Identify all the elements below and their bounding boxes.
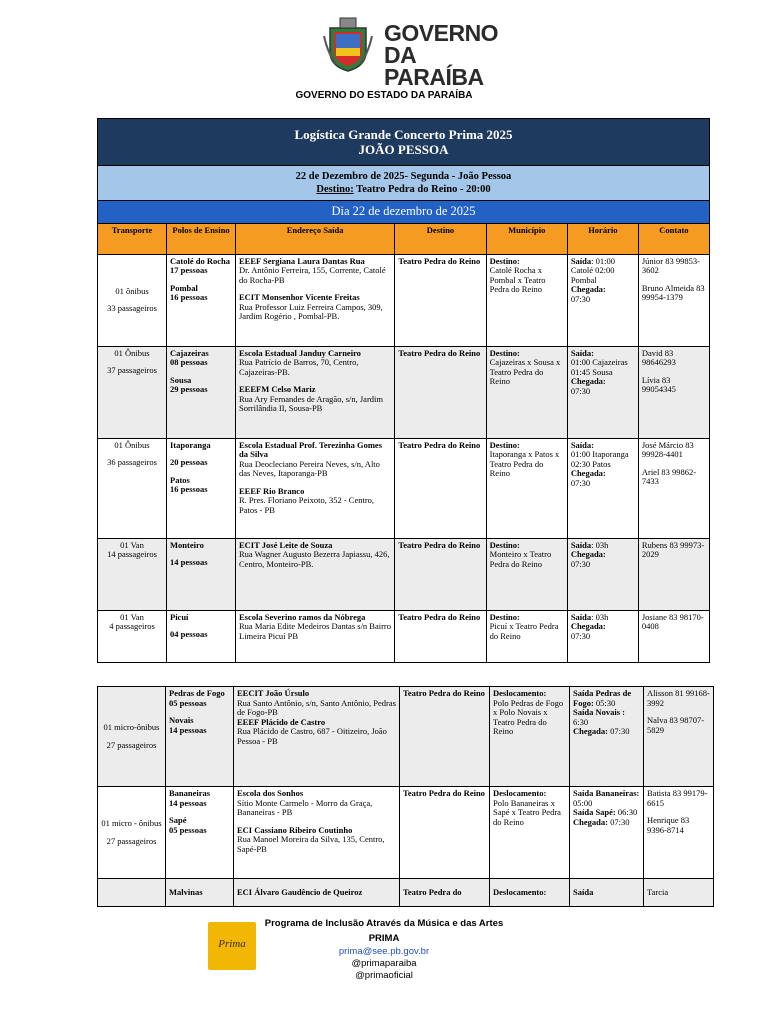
address-cell: [234, 787, 400, 879]
transport-type: 01 Ônibus: [114, 439, 150, 450]
polo-people: 14 pessoas: [170, 557, 208, 567]
logo-text-governo: GOVERNO: [384, 20, 499, 46]
col-endereco: Endereço Saída: [236, 223, 395, 254]
municipality-route: Polo Bananeiras x Sapé x Teatro Pedra do Reino: [493, 797, 561, 827]
contact-entry: Tarcia: [647, 886, 669, 897]
destination-cell: Teatro Pedra do Reino: [395, 254, 486, 346]
departure-time: : 03h: [591, 611, 609, 622]
footer-instagram-1[interactable]: @primaparaiba: [351, 958, 417, 969]
passenger-count: 33 passageiros: [107, 303, 157, 313]
footer-program: Programa de Inclusão Através da Música e das Artes: [264, 918, 504, 929]
contact-entry: José Márcio 83 99928-4401: [641, 439, 694, 459]
schedule-cell: [570, 879, 644, 907]
polo-people: 04 pessoas: [170, 629, 208, 639]
polo-cell: [166, 787, 234, 879]
contact-entry: Nalva 83 98707-5829: [647, 715, 705, 735]
school-address: Dr. Antônio Ferreira, 155, Corrente, Catolé do Rocha-PB: [239, 265, 386, 285]
school-name: ECIT José Leite de Souza: [239, 539, 333, 550]
coat-of-arms-icon: [322, 14, 374, 72]
polo-people: 14 pessoas: [169, 797, 207, 808]
passenger-count: 36 passageiros: [107, 457, 157, 467]
polo-name: Picuí: [170, 611, 189, 622]
transport-cell: [98, 346, 167, 438]
col-polos: Polos de Ensino: [167, 223, 236, 254]
contact-entry: Lívia 83 99054345: [641, 374, 676, 394]
departure-time: 01:00 Itaporanga 02:30 Patos: [570, 449, 629, 469]
transport-cell: [98, 687, 166, 787]
polo-cell: [167, 610, 236, 662]
municipality-label: Destino:: [489, 611, 520, 622]
contact-cell: [638, 254, 709, 346]
arrival-label: Chegada:: [573, 726, 608, 736]
municipality-label: Destino:: [489, 347, 520, 358]
destination-cell: Teatro Pedra do Reino: [395, 538, 486, 610]
polo-people: 08 pessoas: [170, 357, 208, 367]
transport-type: 01 Van: [120, 611, 144, 622]
table-row: [98, 879, 714, 907]
table-row: [98, 438, 710, 538]
departure-label: Saída Sapé:: [573, 807, 616, 817]
departure-time: 6:30: [573, 716, 589, 727]
departure-time: 01:00 Cajazeiras 01:45 Sousa: [570, 357, 628, 377]
schedule-cell: [567, 538, 638, 610]
logistics-table: [97, 118, 710, 663]
departure-label: Saída: [573, 886, 594, 897]
polo-cell: [167, 346, 236, 438]
polo-people: 05 pessoas: [169, 697, 207, 708]
arrival-time: 07:30: [570, 385, 591, 396]
departure-label: Saída Novais :: [573, 707, 625, 717]
transport-type: 01 Van: [120, 539, 144, 550]
school-address: R. Pres. Floriano Peixoto, 352 - Centro, Patos - PB: [239, 495, 375, 515]
transport-type: 01 micro-ônibus: [103, 722, 160, 732]
school-address: Sítio Monte Carmelo - Morro da Graça, Bananeiras - PB: [237, 797, 373, 817]
table-title: [98, 119, 710, 166]
contact-entry: Henrique 83 9396-8714: [647, 815, 690, 835]
table-row: [98, 254, 710, 346]
col-municipio: Município: [486, 223, 567, 254]
title-line-2: JOÃO PESSOA: [358, 142, 449, 157]
polo-name: Malvinas: [169, 886, 203, 897]
polo-name: Sapé: [169, 815, 187, 825]
contact-entry: Bruno Almeida 83 99954-1379: [641, 282, 705, 302]
school-name: Escola dos Sonhos: [237, 788, 304, 798]
polo-name: Monteiro: [170, 539, 204, 550]
school-name: Escola Estadual Prof. Terezinha Gomes da Silva: [239, 439, 383, 459]
destination-value: Teatro Pedra do Reino - 20:00: [353, 184, 491, 195]
school-address: Rua Ary Fernandes de Aragão, s/n, Jardim Sorrilândia II, Sousa-PB: [239, 393, 383, 413]
municipality-cell: [490, 879, 570, 907]
polo-people: 20 pessoas: [170, 457, 208, 467]
governo-logo: [322, 14, 512, 90]
arrival-label: Chegada:: [570, 468, 606, 478]
departure-time: : 01:00 Catolé 02:00 Pombal: [570, 255, 615, 285]
arrival-time: 07:30: [570, 293, 591, 304]
contact-entry: David 83 98646293: [641, 347, 676, 367]
polo-name: Novais: [169, 715, 194, 725]
day-banner: Dia 22 de dezembro de 2025: [98, 201, 710, 224]
municipality-cell: [486, 346, 567, 438]
school-name: EEEFM Celso Mariz: [239, 384, 316, 394]
column-header-row: [98, 223, 710, 254]
polo-people: 29 pessoas: [170, 384, 208, 394]
contact-cell: [644, 787, 714, 879]
polo-cell: [166, 687, 234, 787]
polo-name: Pombal: [170, 282, 198, 293]
municipality-label: Deslocamento:: [493, 688, 547, 698]
destination-cell: Teatro Pedra do Reino: [395, 438, 486, 538]
table-row: [98, 610, 710, 662]
transport-cell: [98, 787, 166, 879]
departure-label: Saída Pedras de Fogo:: [573, 688, 632, 708]
polo-name: Sousa: [170, 374, 192, 385]
table-row: [98, 787, 714, 879]
transport-cell: [98, 879, 166, 907]
transport-cell: [98, 610, 167, 662]
municipality-label: Deslocamento:: [493, 788, 547, 798]
polo-cell: [167, 254, 236, 346]
departure-label: Saída: [570, 539, 592, 550]
municipality-route: Catolé Rocha x Pombal x Teatro Pedra do Reino: [489, 265, 546, 294]
contact-entry: Júnior 83 99853-3602: [641, 255, 700, 275]
arrival-label: Chegada:: [573, 816, 608, 827]
address-cell: [236, 610, 395, 662]
arrival-label: Chegada:: [570, 376, 606, 386]
arrival-time: 07:30: [607, 726, 630, 736]
school-address: Rua Wagner Augusto Bezerra Japiassu, 426, Centro, Monteiro-PB.: [239, 549, 390, 569]
school-address: Rua Deocleciano Pereira Neves, s/n, Alto das Neves, Itaporanga-PB: [239, 458, 380, 478]
prima-logo-text: Prima: [218, 938, 246, 950]
transport-type: 01 micro - ônibus: [101, 818, 162, 828]
address-cell: [236, 538, 395, 610]
arrival-label: Chegada:: [570, 284, 606, 294]
polo-name: Itaporanga: [170, 439, 211, 450]
contact-cell: [638, 538, 709, 610]
col-destino: Destino: [395, 223, 486, 254]
subtitle-date: 22 de Dezembro de 2025- Segunda - João Pessoa: [295, 171, 512, 182]
col-horario: Horário: [567, 223, 638, 254]
polo-name: Pedras de Fogo: [169, 688, 225, 698]
passenger-count: 37 passageiros: [107, 365, 157, 375]
departure-label: Saída: [570, 611, 592, 622]
contact-entry: Alisson 81 99168-3992: [647, 688, 710, 708]
footer-email-link[interactable]: prima@see.pb.gov.br: [338, 946, 430, 957]
col-contato: Contato: [638, 223, 709, 254]
school-name: ECI Álvaro Gaudêncio de Queiroz: [237, 886, 363, 897]
departure-label: Saída Bananeiras:: [573, 788, 640, 798]
school-address: Rua Patrício de Barros, 70, Centro, Cajazeiras-PB.: [239, 357, 359, 377]
schedule-cell: [567, 346, 638, 438]
arrival-time: 07:30: [570, 477, 591, 488]
title-line-1: Logística Grande Concerto Prima 2025: [294, 127, 513, 142]
departure-time: 05:00: [573, 797, 593, 808]
contact-cell: [644, 879, 714, 907]
school-name: EEEF Sergiana Laura Dantas Rua: [239, 255, 365, 266]
school-name: Escola Severino ramos da Nóbrega: [239, 611, 366, 622]
school-address: Rua Professor Luiz Ferreira Campos, 309, Jardim Rogério , Pombal-PB.: [239, 301, 383, 321]
polo-people: 17 pessoas: [170, 265, 208, 275]
logistics-table-continued: [97, 686, 714, 907]
destination-cell: Teatro Pedra do Reino: [400, 687, 490, 787]
contact-cell: [644, 687, 714, 787]
school-address: Rua Plácido de Castro, 687 - Oitizeiro, João Pessoa - PB: [237, 726, 387, 746]
schedule-cell: [567, 438, 638, 538]
address-cell: [234, 879, 400, 907]
table-row: [98, 538, 710, 610]
destination-cell: Teatro Pedra do: [400, 879, 490, 907]
table-row: [98, 346, 710, 438]
schedule-cell: [570, 787, 644, 879]
destination-cell: Teatro Pedra do Reino: [395, 346, 486, 438]
departure-label: Saída:: [570, 347, 594, 358]
polo-name: Patos: [170, 474, 190, 485]
contact-cell: [638, 438, 709, 538]
destination-cell: Teatro Pedra do Reino: [395, 610, 486, 662]
school-name: ECI Cassiano Ribeiro Coutinho: [237, 824, 353, 835]
address-cell: [236, 438, 395, 538]
contact-entry: Josiane 83 98170-0408: [641, 611, 704, 631]
polo-people: 05 pessoas: [169, 824, 207, 835]
transport-cell: [98, 538, 167, 610]
transport-type: 01 ônibus: [115, 285, 149, 296]
municipality-route: Picuí x Teatro Pedra do Reino: [489, 621, 559, 641]
schedule-cell: [570, 687, 644, 787]
municipality-cell: [486, 610, 567, 662]
polo-cell: [167, 538, 236, 610]
address-cell: [236, 346, 395, 438]
polo-name: Bananeiras: [169, 788, 211, 798]
contact-cell: [638, 346, 709, 438]
municipality-route: Cajazeiras x Sousa x Teatro Pedra do Reino: [489, 357, 561, 386]
table-row: [98, 687, 714, 787]
contact-cell: [638, 610, 709, 662]
passenger-count: 27 passageiros: [106, 739, 157, 750]
municipality-cell: [490, 787, 570, 879]
school-address: Rua Manoel Moreira da Silva, 135, Centro, Sapé-PB: [237, 834, 385, 854]
address-cell: [236, 254, 395, 346]
arrival-time: 07:30: [570, 630, 591, 641]
destination-cell: Teatro Pedra do Reino: [400, 787, 490, 879]
schedule-cell: [567, 254, 638, 346]
municipality-route: Monteiro x Teatro Pedra do Reino: [489, 549, 552, 569]
departure-label: Saída: [570, 255, 592, 266]
municipality-label: Destino:: [489, 539, 520, 550]
polo-name: Catolé do Rocha: [170, 255, 230, 266]
schedule-cell: [567, 610, 638, 662]
passenger-count: 27 passageiros: [106, 835, 157, 846]
transport-cell: [98, 254, 167, 346]
departure-label: Saída:: [570, 439, 594, 450]
municipality-label: Deslocamento:: [493, 886, 547, 897]
contact-entry: Batista 83 99179-6615: [647, 788, 708, 808]
polo-name: Cajazeiras: [170, 347, 209, 358]
school-address: Rua Maria Edite Medeiros Dantas s/n Bairro Limeira Picuí PB: [239, 621, 392, 641]
arrival-time: 07:30: [607, 816, 630, 827]
state-heading: GOVERNO DO ESTADO DA PARAÍBA: [295, 90, 473, 101]
arrival-label: Chegada:: [570, 621, 606, 631]
municipality-cell: [486, 254, 567, 346]
school-name: EEEF Plácido de Castro: [237, 716, 326, 727]
municipality-cell: [486, 538, 567, 610]
municipality-route: Itaporanga x Patos x Teatro Pedra do Reino: [489, 449, 560, 478]
footer-instagram-2[interactable]: @primaoficial: [355, 970, 413, 981]
arrival-time: 07:30: [570, 558, 591, 569]
col-transporte: Transporte: [98, 223, 167, 254]
polo-cell: [167, 438, 236, 538]
subtitle-destination: [101, 183, 706, 196]
table-subtitle: [98, 166, 710, 201]
polo-people: 16 pessoas: [170, 292, 208, 302]
departure-time: : 03h: [591, 539, 609, 550]
departure-time: 06:30: [615, 807, 638, 817]
polo-people: 16 pessoas: [170, 484, 208, 494]
logo-text-paraiba: DA PARAÍBA: [384, 42, 484, 90]
polo-people: 14 pessoas: [169, 724, 207, 735]
municipality-cell: [490, 687, 570, 787]
footer-prima: PRIMA: [368, 933, 400, 944]
address-cell: [234, 687, 400, 787]
municipality-label: Destino:: [489, 439, 520, 450]
municipality-cell: [486, 438, 567, 538]
passenger-count: 4 passageiros: [109, 621, 155, 631]
school-address: Rua Santo Antônio, s/n, Santo Antônio, Pedras de Fogo-PB: [237, 697, 396, 717]
contact-entry: Ariel 83 99862-7433: [641, 466, 697, 486]
contact-entry: Rubens 83 99973-2029: [641, 539, 705, 559]
departure-time: 05:30: [593, 697, 616, 708]
transport-cell: [98, 438, 167, 538]
municipality-route: Polo Pedras de Fogo x Polo Novais x Teatro Pedra do Reino: [493, 697, 564, 736]
school-name: ECIT Monsenhor Vicente Freitas: [239, 292, 360, 302]
polo-cell: [166, 879, 234, 907]
passenger-count: 14 passageiros: [107, 549, 157, 559]
school-name: Escola Estadual Janduy Carneiro: [239, 347, 361, 358]
transport-type: 01 Ônibus: [114, 347, 150, 358]
arrival-label: Chegada:: [570, 549, 606, 559]
school-name: EECIT João Úrsulo: [237, 688, 310, 698]
municipality-label: Destino:: [489, 255, 520, 266]
school-name: EEEF Rio Branco: [239, 485, 305, 496]
destination-label: Destino:: [316, 184, 354, 195]
